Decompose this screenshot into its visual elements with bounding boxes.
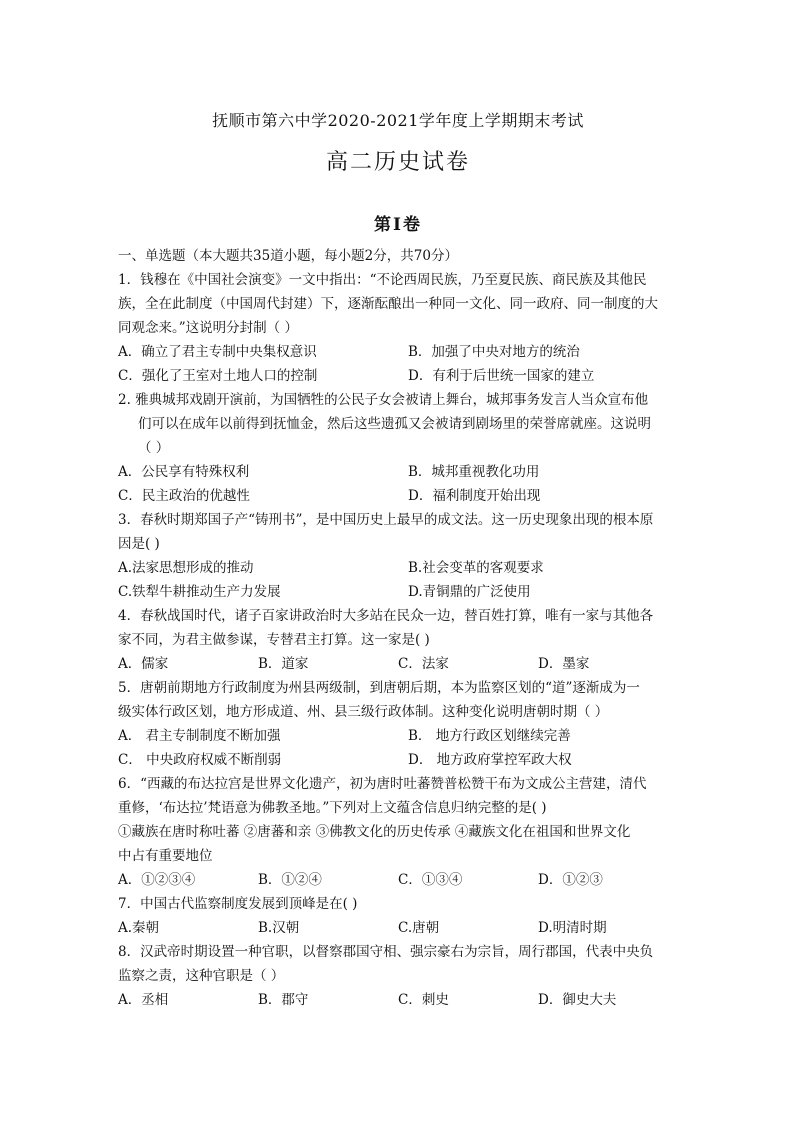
option-row: [118, 652, 678, 676]
question-stem-line: 8．汉武帝时期设置一种官职，以督察郡国守相、强宗豪右为宗旨，周行郡国，代表中央负: [118, 944, 654, 960]
option-a: A． 君主专制制度不断加强: [118, 728, 281, 744]
school-exam-title: 抚顺市第六中学2020-2021学年度上学期期末考试: [212, 111, 584, 130]
exam-content: [118, 244, 678, 1012]
option-row: [118, 340, 678, 364]
option-a: A．确立了君主专制中央集权意识: [118, 344, 317, 360]
option-c: C．刺史: [398, 992, 449, 1008]
option-a: A．①②③④: [118, 872, 196, 888]
option-a: A.秦朝: [118, 920, 160, 936]
option-d: D．御史大夫: [538, 992, 617, 1008]
option-b: B.社会变革的客观要求: [408, 560, 544, 576]
option-row: [118, 580, 678, 604]
volume-title: 第Ⅰ卷: [374, 215, 422, 235]
question-stem-line: 同观念来。”这说明分封制（ ）: [118, 320, 298, 336]
option-row: [118, 460, 678, 484]
option-c: C.唐朝: [398, 920, 440, 936]
question-2: [118, 388, 678, 508]
option-b: B．①②④: [258, 872, 322, 888]
option-b: B．道家: [258, 656, 309, 672]
question-3: [118, 508, 678, 604]
question-stem-line: 1．钱穆在《中国社会演变》一文中指出：“不论西周民族，乃至夏民族、商民族及其他民: [118, 272, 647, 288]
option-c: C．①③④: [398, 872, 463, 888]
option-a: A．丞相: [118, 992, 169, 1008]
question-stem-line: 族，全在此制度（中国周代封建）下，逐渐酝酿出一种同一文化、同一政府、同一制度的大: [118, 296, 658, 312]
exam-title: 高二历史试卷: [325, 150, 470, 175]
option-b: B．加强了中央对地方的统治: [408, 344, 580, 360]
option-c: C．强化了王室对土地人口的控制: [118, 368, 318, 384]
question-stem-line: 6．“西藏的布达拉宫是世界文化遗产，初为唐时吐蕃赞普松赞干布为文成公主营建，清代: [118, 776, 647, 792]
option-a: A．公民享有特殊权利: [118, 464, 250, 480]
option-d: D．墨家: [538, 656, 590, 672]
option-d: D．有利于后世统一国家的建立: [408, 368, 595, 384]
option-row: [118, 868, 678, 892]
option-c: C．民主政治的优越性: [118, 488, 250, 504]
question-stem-line: 级实体行政区划，地方形成道、州、县三级行政体制。这种变化说明唐朝时期（ ）: [118, 704, 609, 720]
question-6: [118, 772, 678, 892]
question-stem-line: 家不同，为君主做参谋，专替君主打算。这一家是( ): [118, 632, 430, 648]
option-c: C． 中央政府权威不断削弱: [118, 752, 282, 768]
question-stem-line: 因是( ): [118, 536, 160, 552]
question-stem-line: 中占有重要地位: [118, 848, 213, 864]
question-stem-line: 3．春秋时期郑国子产“铸刑书”，是中国历史上最早的成文法。这一历史现象出现的根本原: [118, 512, 654, 528]
option-d: D．福利制度开始出现: [408, 488, 541, 504]
question-stem-line: 们可以在成年以前得到抚恤金，然后这些遗孤又会被请到剧场里的荣誉席就座。这说明: [138, 416, 651, 432]
question-stem-line: （ ）: [138, 440, 170, 456]
question-stem-line: 重修，‘布达拉’梵语意为佛教圣地。”下列对上文蕴含信息归纳完整的是( ): [118, 800, 547, 816]
option-d: D． 地方政府掌控军政大权: [408, 752, 572, 768]
option-row: [118, 748, 678, 772]
question-stem-line: ①藏族在唐时称吐蕃 ②唐蕃和亲 ③佛教文化的历史传承 ④藏族文化在祖国和世界文化: [118, 824, 631, 840]
option-a: A.法家思想形成的推动: [118, 560, 254, 576]
option-c: C．法家: [398, 656, 449, 672]
option-row: [118, 916, 678, 940]
option-a: A．儒家: [118, 656, 169, 672]
option-row: [118, 988, 678, 1012]
option-row: [118, 556, 678, 580]
option-b: B． 地方行政区划继续完善: [408, 728, 571, 744]
section-heading: 一、单选题（本大题共35道小题，每小题2分，共70分）: [118, 248, 458, 264]
option-row: [118, 364, 678, 388]
option-b: B.汉朝: [258, 920, 300, 936]
option-d: D.青铜鼎的广泛使用: [408, 584, 531, 600]
question-stem-line: 4．春秋战国时代，诸子百家讲政治时大多站在民众一边，替百姓打算，唯有一家与其他各: [118, 608, 654, 624]
option-row: [118, 484, 678, 508]
question-4: [118, 604, 678, 676]
option-c: C.铁犁牛耕推动生产力发展: [118, 584, 281, 600]
option-b: B．城邦重视教化功用: [408, 464, 540, 480]
question-stem-line: 5．唐朝前期地方行政制度为州县两级制，到唐朝后期，本为监察区划的“道”逐渐成为一: [118, 680, 640, 696]
option-d: D.明清时期: [538, 920, 607, 936]
question-8: [118, 940, 678, 1012]
question-stem-line: 7．中国古代监察制度发展到顶峰是在( ): [118, 896, 358, 912]
question-5: [118, 676, 678, 772]
question-7: [118, 892, 678, 940]
option-b: B．郡守: [258, 992, 309, 1008]
option-d: D．①②③: [538, 872, 603, 888]
question-stem-line: 监察之责，这种官职是（ ）: [118, 968, 285, 984]
question-1: [118, 268, 678, 388]
question-stem-line: 2. 雅典城邦戏剧开演前，为国牺牲的公民子女会被请上舞台，城邦事务发言人当众宣布他: [118, 392, 649, 408]
option-row: [118, 724, 678, 748]
